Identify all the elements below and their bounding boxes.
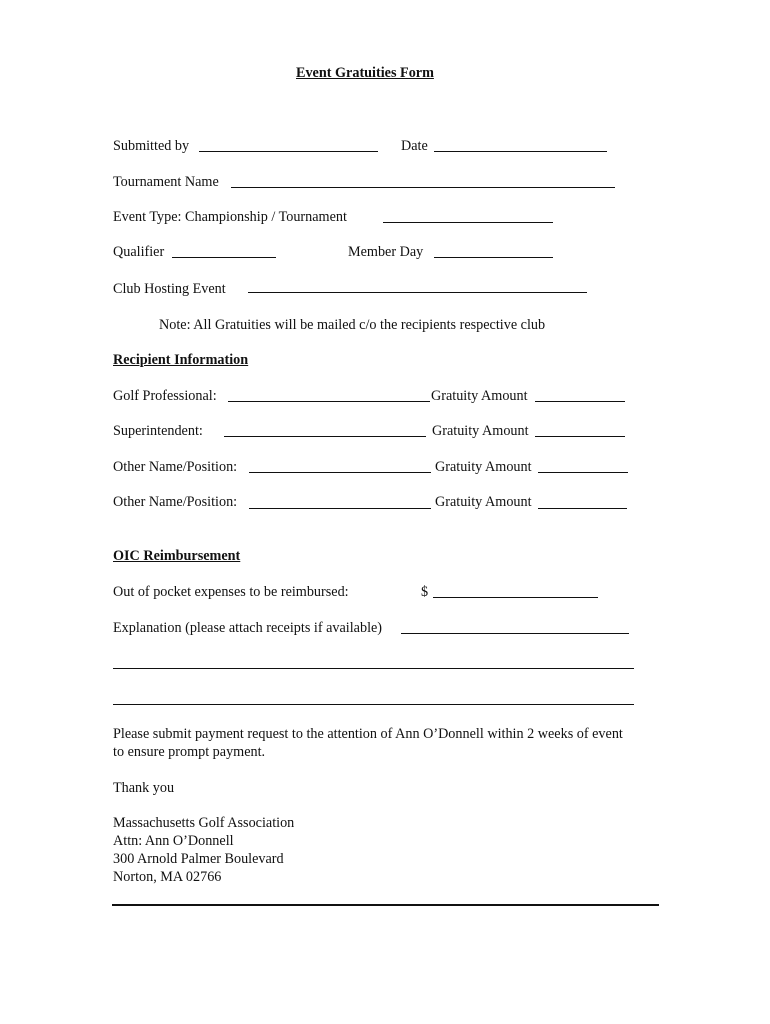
mailing-note: Note: All Gratuities will be mailed c/o the recipients respective club bbox=[159, 317, 546, 333]
other1-gratuity-field[interactable] bbox=[538, 472, 628, 473]
superintendent-label: Superintendent: bbox=[113, 423, 203, 439]
other2-gratuity-field[interactable] bbox=[538, 508, 627, 509]
explanation-label: Explanation (please attach receipts if available) bbox=[113, 620, 383, 636]
other1-field[interactable] bbox=[249, 472, 431, 473]
explanation-field[interactable] bbox=[401, 633, 629, 634]
other1-label: Other Name/Position: bbox=[113, 459, 238, 475]
other1-gratuity-label: Gratuity Amount bbox=[435, 459, 532, 475]
event-type-label: Event Type: Championship / Tournament bbox=[113, 209, 347, 225]
qualifier-field[interactable] bbox=[172, 257, 276, 258]
expenses-amount-field[interactable] bbox=[433, 597, 598, 598]
superintendent-gratuity-label: Gratuity Amount bbox=[432, 423, 529, 439]
golf-pro-gratuity-field[interactable] bbox=[535, 401, 625, 402]
submitted-by-field[interactable] bbox=[199, 151, 378, 152]
oic-heading: OIC Reimbursement bbox=[113, 548, 241, 564]
expenses-label: Out of pocket expenses to be reimbursed: bbox=[113, 584, 349, 600]
member-day-field[interactable] bbox=[434, 257, 553, 258]
bottom-divider bbox=[112, 904, 659, 906]
explanation-line-2[interactable] bbox=[113, 668, 634, 669]
golf-pro-label: Golf Professional: bbox=[113, 388, 217, 404]
club-hosting-label: Club Hosting Event bbox=[113, 281, 226, 297]
golf-pro-gratuity-label: Gratuity Amount bbox=[431, 388, 528, 404]
golf-pro-field[interactable] bbox=[228, 401, 430, 402]
date-field[interactable] bbox=[434, 151, 607, 152]
recipient-heading: Recipient Information bbox=[113, 352, 249, 368]
other2-label: Other Name/Position: bbox=[113, 494, 238, 510]
address-street: 300 Arnold Palmer Boulevard bbox=[113, 851, 284, 867]
submitted-by-label: Submitted by bbox=[113, 138, 190, 154]
member-day-label: Member Day bbox=[348, 244, 424, 260]
explanation-line-3[interactable] bbox=[113, 704, 634, 705]
tournament-name-field[interactable] bbox=[231, 187, 615, 188]
address-city: Norton, MA 02766 bbox=[113, 869, 222, 885]
address-org: Massachusetts Golf Association bbox=[113, 815, 295, 831]
form-title: Event Gratuities Form bbox=[296, 65, 434, 81]
instructions-line-1: Please submit payment request to the attention of Ann O’Donnell within 2 weeks of event bbox=[113, 726, 623, 742]
date-label: Date bbox=[401, 138, 428, 154]
currency-symbol: $ bbox=[421, 584, 429, 600]
event-type-field[interactable] bbox=[383, 222, 553, 223]
superintendent-field[interactable] bbox=[224, 436, 426, 437]
tournament-name-label: Tournament Name bbox=[113, 174, 219, 190]
other2-gratuity-label: Gratuity Amount bbox=[435, 494, 532, 510]
thank-you: Thank you bbox=[113, 780, 175, 796]
instructions-line-2: to ensure prompt payment. bbox=[113, 744, 266, 760]
qualifier-label: Qualifier bbox=[113, 244, 165, 260]
other2-field[interactable] bbox=[249, 508, 431, 509]
address-attn: Attn: Ann O’Donnell bbox=[113, 833, 234, 849]
club-hosting-field[interactable] bbox=[248, 292, 587, 293]
superintendent-gratuity-field[interactable] bbox=[535, 436, 625, 437]
